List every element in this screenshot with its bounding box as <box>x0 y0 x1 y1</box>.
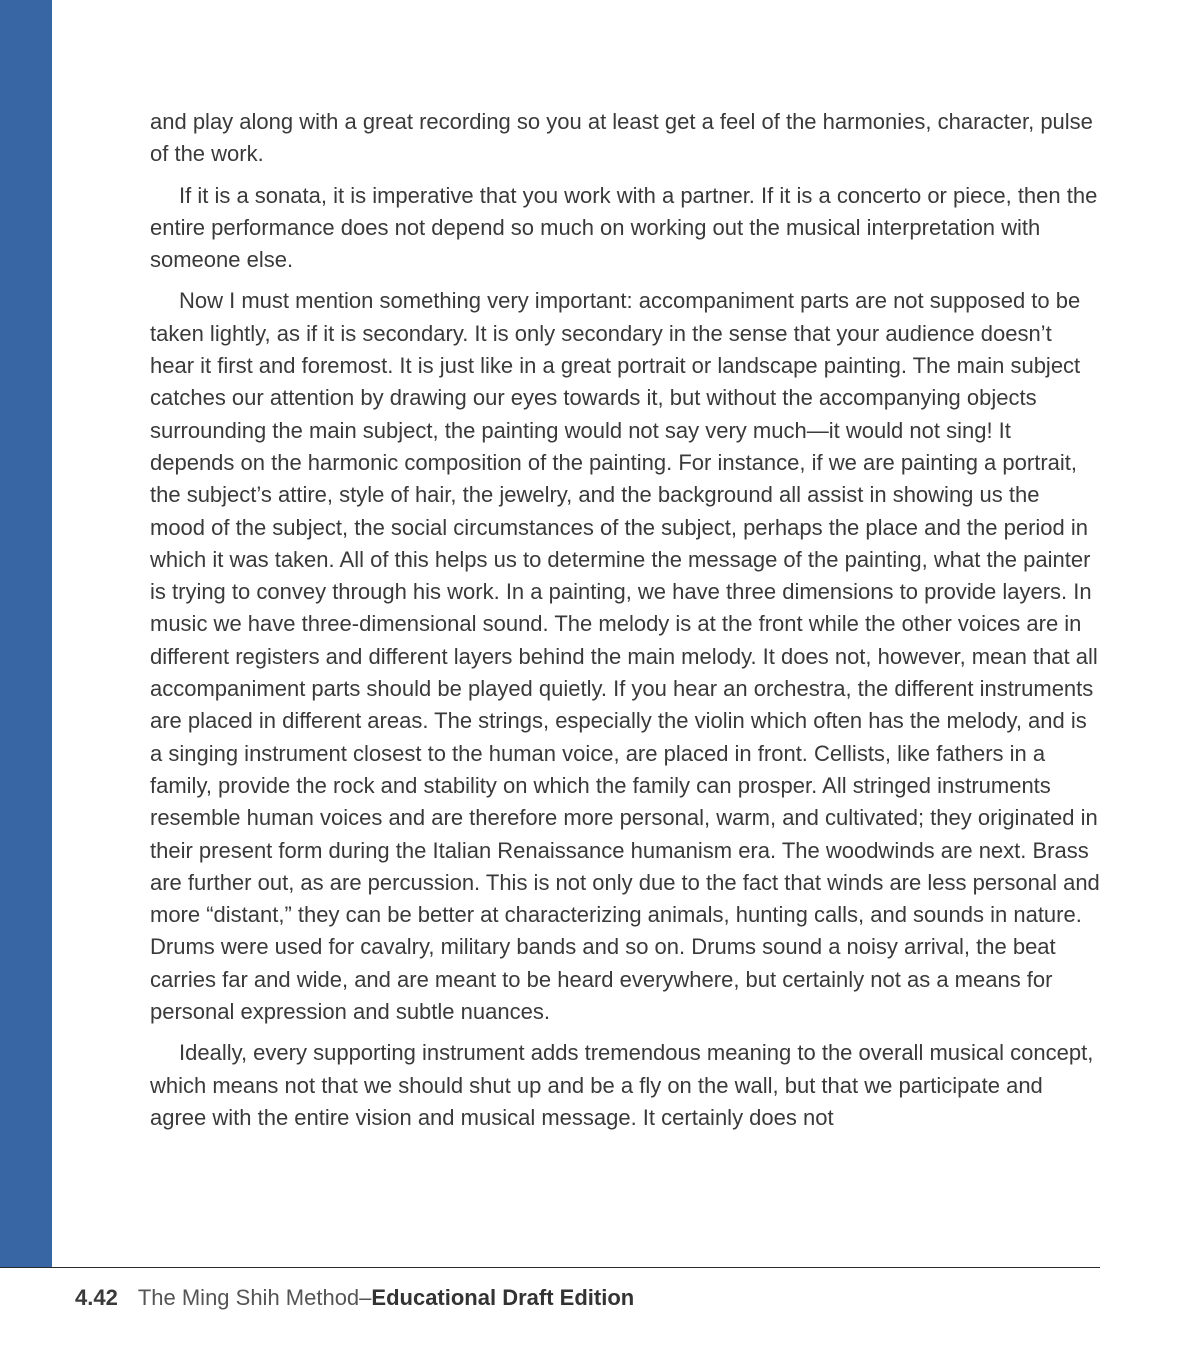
paragraph-continued: and play along with a great recording so you at least get a feel of the harmonies, character, pulse of the work. <box>150 109 1093 167</box>
paragraph-supporting-instrument: Ideally, every supporting instrument adds tremendous meaning to the overall musical concept, which means not that we should shut up and be a fly on the wall, but that we participate and agree with the entire vision and musical message. It certainly does not <box>150 1040 1094 1130</box>
page-body-text <box>150 106 1100 1143</box>
paragraph-sonata: If it is a sonata, it is imperative that you work with a partner. If it is a concerto or piece, then the entire performance does not depend so much on working out the musical interpretation with someone else. <box>150 182 1098 273</box>
footer-divider <box>0 1267 1100 1268</box>
page-footer <box>75 1284 634 1312</box>
side-color-bar <box>0 0 52 1268</box>
book-title: The Ming Shih Method– <box>137 1285 372 1310</box>
page-number: 4.42 <box>75 1285 118 1310</box>
edition-label: Educational Draft Edition <box>371 1285 635 1310</box>
paragraph-accompaniment: Now I must mention something very important: accompaniment parts are not supposed to be taken lightly, as if it is secondary. It is only secondary in the sense that your audience doesn’t hear it first and foremost. It is just like in a great portrait or landscape painting. The main subject catches our attention by drawing our eyes towards it, but without the accompanying objects surrounding the main subject, the painting would not say very much—it would not sing! It depends on the harmonic composition of the painting. For instance, if we are painting a portrait, the subject’s attire, style of hair, the jewelry, and the background all assist in showing us the mood of the subject, the social circumstances of the subject, perhaps the place and the period in which it was taken. All of this helps us to determine the message of the painting, what the painter is trying to convey through his work. In a painting, we have three dimensions to provide layers. In music we have three-dimensional sound. The melody is at the front while the other voices are in different registers and different layers behind the main melody. It does not, however, mean that all accompaniment parts should be played quietly. If you hear an orchestra, the different instruments are placed in different areas. The strings, especially the violin which often has the melody, and is a singing instrument closest to the human voice, are placed in front. Cellists, like fathers in a family, provide the rock and stability on which the family can prosper. All stringed instruments resemble human voices and are therefore more personal, warm, and cultivated; they originated in their present form during the Italian Renaissance humanism era. The woodwinds are next. Brass are further out, as are percussion. This is not only due to the fact that winds are less personal and more “distant,” they can be better at characterizing animals, hunting calls, and sounds in nature. Drums were used for cavalry, military bands and so on. Drums sound a noisy arrival, the beat carries far and wide, and are meant to be heard everywhere, but certainly not as a means for personal expression and subtle nuances. <box>150 288 1100 1025</box>
